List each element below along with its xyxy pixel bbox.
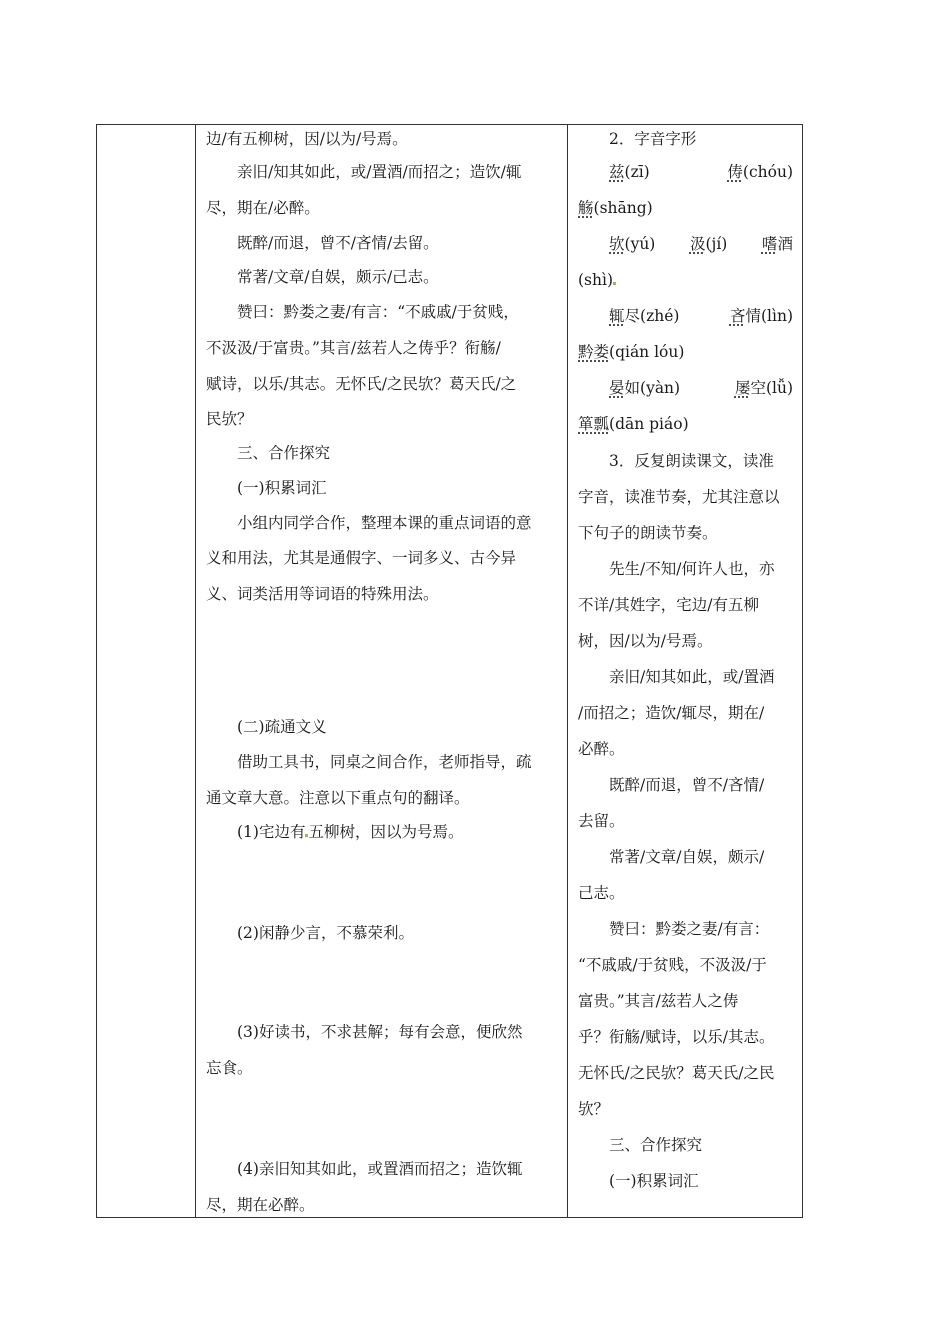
sentence-3: (3)好读书，不求甚解；每有会意，便欣然 [237,1023,523,1041]
text-line: 己志。 [578,884,625,902]
pinyin-row: 箪瓢(dān piáo) [578,415,689,433]
pinyin-row: 辄尽(zhé) 吝情(lìn) [609,307,793,325]
sentence-1: (1)宅边有 五柳树，因以为号焉。 [237,823,464,841]
column-divider-2 [567,125,568,1217]
text-line: 借助工具书，同桌之间合作，老师指导，疏 [237,753,532,771]
sentence-2: (2)闲静少言，不慕荣利。 [237,924,414,942]
pinyin-row: 欤(yú) 汲(jí) 嗜酒 [609,235,793,253]
text-line: 赋诗，以乐/其志。无怀氏/之民欤？葛天氏/之 [206,375,517,393]
mark-dot [613,282,616,285]
section-heading: 三、合作探究 [237,444,331,462]
pinyin-row: 晏如(yàn) 屡空(lǚ) [609,379,793,397]
text-line: 义、词类活用等词语的特殊用法。 [206,585,439,603]
text-line: “不戚戚/于贫贱，不汲汲/于 [578,956,767,974]
text-line: 小组内同学合作，整理本课的重点词语的意 [237,514,532,532]
text-line: 尽，期在必醉。 [206,1196,315,1214]
text-line: 乎？衔觞/赋诗，以乐/其志。 [578,1028,775,1046]
text-line: 常著/文章/自娱，颇示/己志。 [237,268,439,286]
section-heading: 3．反复朗读课文，读准 [609,452,774,470]
text-line: 先生/不知/何许人也，亦 [609,560,775,578]
lesson-table [96,124,803,1218]
column-divider-1 [195,125,196,1217]
text-line: 必醉。 [578,740,625,758]
text-line: 不汲汲/于富贵。”其言/兹若人之俦乎？衔觞/ [206,339,501,357]
text-line: 不详/其姓字，宅边/有五柳 [578,596,759,614]
section-heading: 三、合作探究 [609,1136,703,1154]
middle-column [206,125,560,1217]
text-line: 尽，期在/必醉。 [206,199,320,217]
text-line: 富贵。”其言/兹若人之俦 [578,992,739,1010]
text-line: 字音，读准节奏，尤其注意以 [578,488,780,506]
text-line: 无怀氏/之民欤？葛天氏/之民 [578,1064,775,1082]
section-heading: 2．字音字形 [609,130,697,148]
subsection-heading: (一)积累词汇 [237,479,327,497]
text-line: 赞曰：黔娄之妻/有言： [609,920,770,938]
pinyin-row: (shì) [578,270,793,290]
text-line: 树，因/以为/号焉。 [578,632,713,650]
right-column [578,125,793,1217]
subsection-heading: (一)积累词汇 [609,1172,699,1190]
text-line: 下句子的朗读节奏。 [578,524,718,542]
text-line: 既醉/而退，曾不/吝情/去留。 [237,234,439,252]
text-line: 去留。 [578,812,625,830]
text-line: 通文章大意。注意以下重点句的翻译。 [206,789,470,807]
text-line: 民欤？ [206,410,253,428]
text-line: 欤？ [578,1100,610,1118]
text-line: 边/有五柳树，因/以为/号焉。 [206,130,408,148]
text-line: 亲旧/知其如此，或/置酒 [609,668,775,686]
text-line: 亲旧/知其如此，或/置酒/而招之；造饮/辄 [237,163,522,181]
pinyin-row: 觞(shāng) [578,199,653,217]
text-line: 赞曰：黔娄之妻/有言：“不戚戚/于贫贱， [237,303,519,321]
text-line: 常著/文章/自娱，颇示/ [609,848,765,866]
text-line: 既醉/而退，曾不/吝情/ [609,776,765,794]
subsection-heading: (二)疏通文义 [237,718,327,736]
pinyin-row: 黔娄(qián lóu) [578,343,685,361]
text-line: 义和用法，尤其是通假字、一词多义、古今异 [206,549,517,567]
pinyin-row: 兹(zī) 俦(chóu) [609,163,793,181]
text-line: 忘食。 [206,1059,253,1077]
text-line: /而招之；造饮/辄尽，期在/ [578,704,765,722]
sentence-4: (4)亲旧知其如此，或置酒而招之；造饮辄 [237,1160,523,1178]
